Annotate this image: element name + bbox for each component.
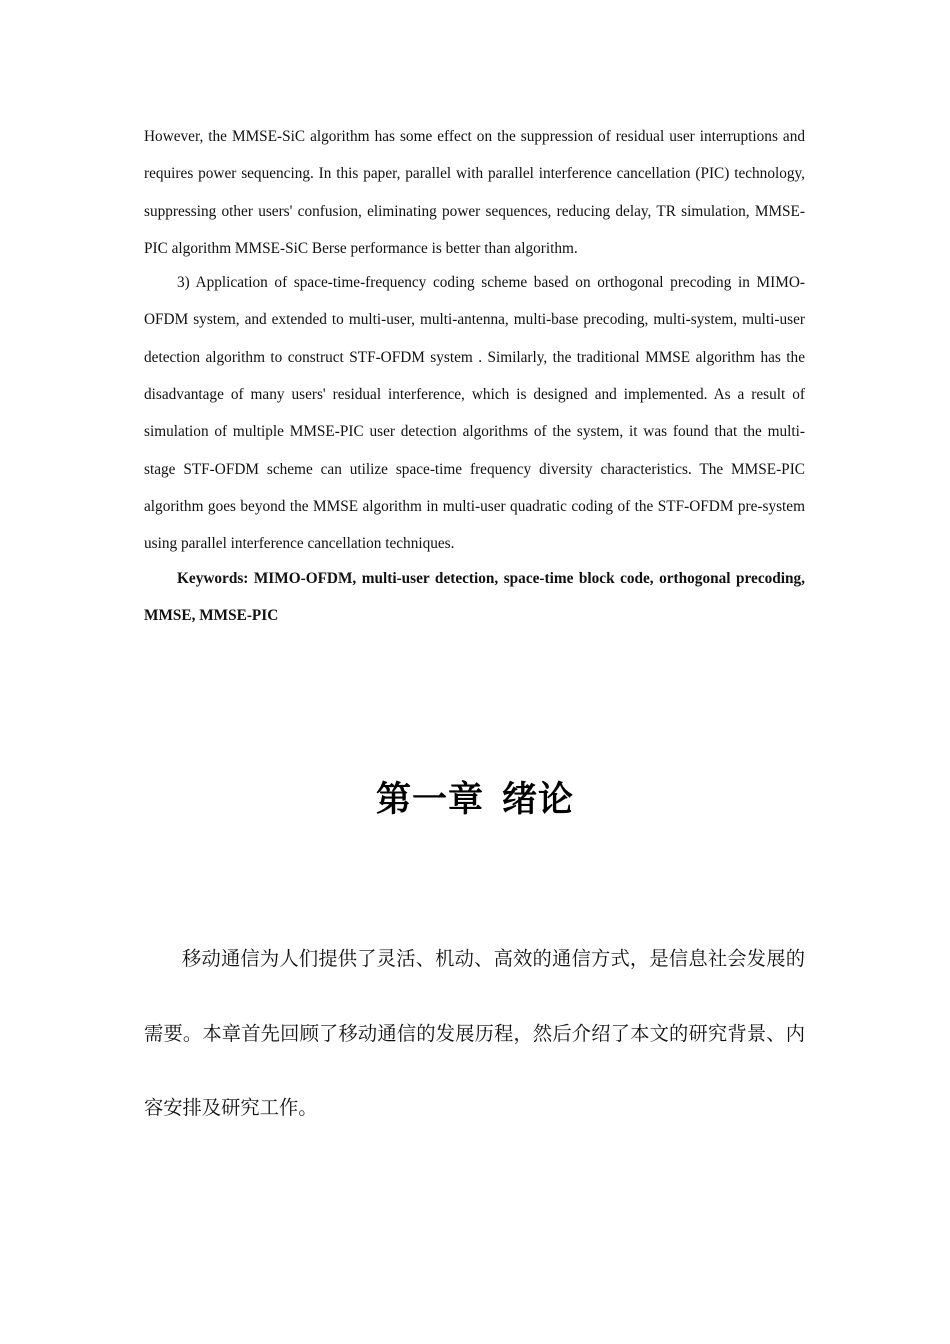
- chapter-title-text: 绪论: [502, 780, 575, 820]
- chapter-heading: [0, 774, 950, 826]
- abstract-paragraph-1: However, the MMSE-SiC algorithm has some effect on the suppression of residual user interruptions and requires power sequencing. In this paper, parallel with parallel interference cancellation (PIC) technology, suppressing other users' confusion, eliminating power sequences, reducing delay, TR simulation, MMSE-PIC algorithm MMSE-SiC Berse performance is better than algorithm.: [144, 128, 805, 257]
- intro-paragraph: 移动通信为人们提供了灵活、机动、高效的通信方式，是信息社会发展的需要。本章首先回顾了移动通信的发展历程，然后介绍了本文的研究背景、内容安排及研究工作。: [144, 947, 805, 1119]
- abstract-section: [144, 118, 805, 634]
- chapter-number: 第一章: [375, 780, 484, 820]
- keywords-line: Keywords: MIMO-OFDM, multi-user detection, space-time block code, orthogonal precoding, MMSE, MMSE-PIC: [144, 569, 805, 624]
- abstract-paragraph-2: 3) Application of space-time-frequency coding scheme based on orthogonal precoding in MIMO-OFDM system, and extended to multi-user, multi-antenna, multi-base precoding, multi-system, multi-user detection algorithm to construct STF-OFDM system . Similarly, the traditional MMSE algorithm has the disadvantage of many users' residual interference, which is designed and implemented. As a result of simulation of multiple MMSE-PIC user detection algorithms of the system, it was found that the multi-stage STF-OFDM scheme can utilize space-time frequency diversity characteristics. The MMSE-PIC algorithm goes beyond the MMSE algorithm in multi-user quadratic coding of the STF-OFDM pre-system using parallel interference cancellation techniques.: [144, 274, 805, 553]
